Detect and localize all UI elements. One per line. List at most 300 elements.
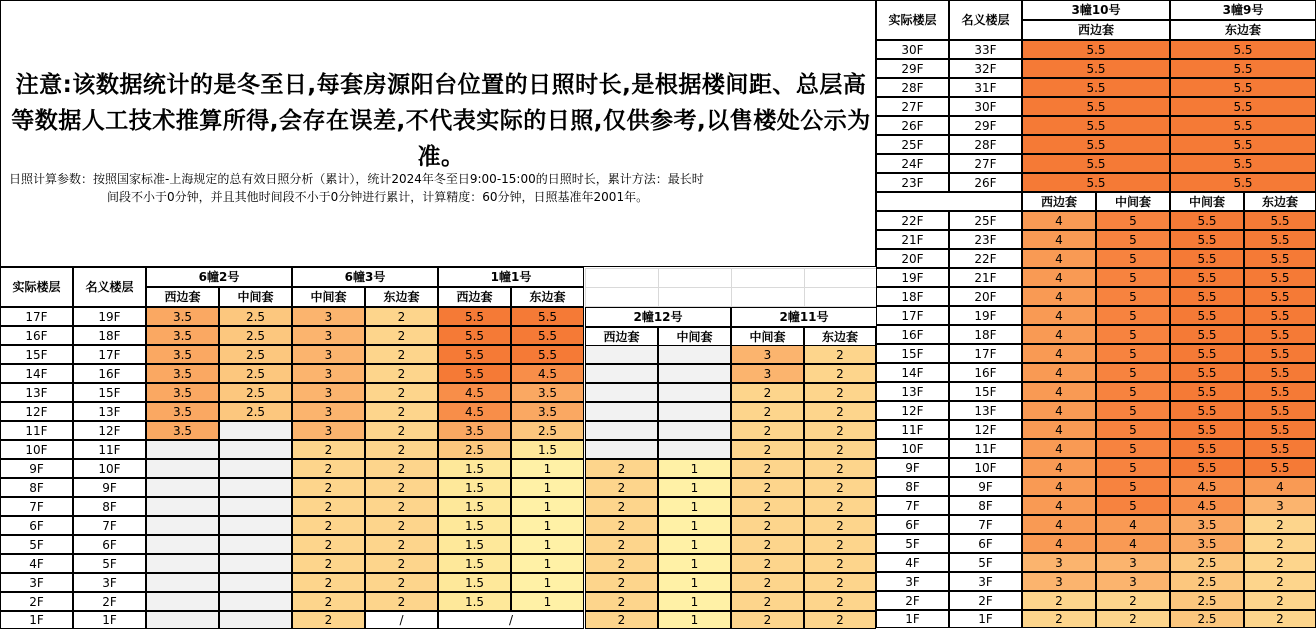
cell-east: 2 — [1244, 572, 1316, 591]
row-actual-floor: 1F — [0, 611, 73, 629]
row-actual-floor: 24F — [876, 154, 949, 173]
row-nominal-floor: 9F — [73, 478, 146, 497]
row-nominal-floor: 31F — [949, 78, 1022, 97]
row-nominal-floor: 7F — [73, 516, 146, 535]
cell-6-2-west: 3.5 — [146, 326, 219, 345]
cell-6-3-east: 2 — [365, 326, 438, 345]
cell-west: 2 — [1022, 591, 1096, 610]
cell-middle: 5 — [1096, 382, 1170, 401]
cell-west: 3 — [1022, 553, 1096, 572]
cell-middle-2: 5.5 — [1170, 401, 1244, 420]
cell-2-11-middle: 2 — [731, 402, 804, 421]
cell-middle-2: 5.5 — [1170, 268, 1244, 287]
cell-6-3-middle: 3 — [292, 402, 365, 421]
cell-2-12-west: 2 — [585, 478, 658, 497]
cell-east: 3 — [1244, 496, 1316, 515]
row-nominal-floor: 3F — [949, 572, 1022, 591]
row-actual-floor: 14F — [0, 364, 73, 383]
cell-west: 4 — [1022, 230, 1096, 249]
cell-empty-2-12-west — [585, 402, 658, 421]
cell-west: 4 — [1022, 534, 1096, 553]
row-actual-floor: 20F — [876, 249, 949, 268]
cell-6-3-east: 2 — [365, 573, 438, 592]
cell-2-11-east: 2 — [804, 345, 876, 364]
cell-middle-2: 5.5 — [1170, 287, 1244, 306]
cell-6-2-middle: 2.5 — [219, 364, 292, 383]
row-nominal-floor: 27F — [949, 154, 1022, 173]
cell-2-11-middle: 2 — [731, 459, 804, 478]
cell-3-10: 5.5 — [1022, 135, 1170, 154]
cell-6-2-west: 3.5 — [146, 402, 219, 421]
cell-empty-2-12-west — [585, 440, 658, 459]
cell-3-10: 5.5 — [1022, 116, 1170, 135]
cell-empty-2-12-west — [585, 421, 658, 440]
cell-3-10: 5.5 — [1022, 154, 1170, 173]
header-3-9-east: 东边套 — [1170, 20, 1316, 40]
cell-6-3-middle: 2 — [292, 478, 365, 497]
cell-1-1-east: 3.5 — [511, 402, 584, 421]
cell-6-3-east: 2 — [365, 497, 438, 516]
row-nominal-floor: 18F — [949, 325, 1022, 344]
cell-west: 4 — [1022, 211, 1096, 230]
cell-east: 5.5 — [1244, 382, 1316, 401]
cell-1-1-east: 1 — [511, 592, 584, 611]
cell-6-3-east: 2 — [365, 440, 438, 459]
cell-empty-6-2-middle — [219, 421, 292, 440]
cell-2-11-middle: 2 — [731, 592, 804, 611]
cell-middle-2: 5.5 — [1170, 249, 1244, 268]
cell-3-10: 5.5 — [1022, 40, 1170, 59]
row-nominal-floor: 23F — [949, 230, 1022, 249]
calculation-parameters-line-1: 日照计算参数：按照国家标准-上海规定的总有效日照分析（累计），统计2024年冬至日9:00-15:00的日照时长，累计方法：最长时 — [9, 172, 704, 186]
cell-1-1-west: 1.5 — [438, 478, 511, 497]
subheader-middle-2: 中间套 — [1170, 192, 1244, 211]
row-nominal-floor: 2F — [949, 591, 1022, 610]
cell-6-3-middle: 3 — [292, 345, 365, 364]
header-nominal-floor: 名义楼层 — [73, 267, 146, 307]
row-nominal-floor: 18F — [73, 326, 146, 345]
row-nominal-floor: 21F — [949, 268, 1022, 287]
row-actual-floor: 30F — [876, 40, 949, 59]
subheader-blank — [876, 192, 1022, 211]
cell-empty-2-12-west — [585, 364, 658, 383]
cell-middle: 5 — [1096, 458, 1170, 477]
cell-middle: 3 — [1096, 553, 1170, 572]
row-nominal-floor: 7F — [949, 515, 1022, 534]
row-nominal-floor: 16F — [73, 364, 146, 383]
cell-middle: 4 — [1096, 534, 1170, 553]
cell-6-3-east: / — [365, 611, 438, 629]
cell-east: 5.5 — [1244, 287, 1316, 306]
row-nominal-floor: 13F — [73, 402, 146, 421]
cell-empty-6-2-middle — [219, 554, 292, 573]
row-actual-floor: 5F — [0, 535, 73, 554]
cell-3-10: 5.5 — [1022, 97, 1170, 116]
row-actual-floor: 2F — [876, 591, 949, 610]
cell-middle: 5 — [1096, 420, 1170, 439]
cell-3-9: 5.5 — [1170, 40, 1316, 59]
cell-2-11-east: 2 — [804, 402, 876, 421]
row-actual-floor: 16F — [876, 325, 949, 344]
row-nominal-floor: 12F — [949, 420, 1022, 439]
row-nominal-floor: 5F — [949, 553, 1022, 572]
header-building-2-11: 2幢11号 — [731, 307, 877, 327]
row-actual-floor: 3F — [0, 573, 73, 592]
cell-3-9: 5.5 — [1170, 135, 1316, 154]
row-nominal-floor: 11F — [73, 440, 146, 459]
cell-3-9: 5.5 — [1170, 59, 1316, 78]
cell-1-1-east: 5.5 — [511, 326, 584, 345]
cell-6-3-east: 2 — [365, 402, 438, 421]
row-nominal-floor: 19F — [949, 306, 1022, 325]
cell-6-2-west: 3.5 — [146, 421, 219, 440]
cell-east: 5.5 — [1244, 325, 1316, 344]
subheader-west: 西边套 — [1022, 192, 1096, 211]
cell-6-3-east: 2 — [365, 478, 438, 497]
cell-empty-6-2-west — [146, 497, 219, 516]
cell-empty-6-2-middle — [219, 573, 292, 592]
row-nominal-floor: 28F — [949, 135, 1022, 154]
row-actual-floor: 6F — [0, 516, 73, 535]
cell-1-1-west: 4.5 — [438, 402, 511, 421]
cell-2-12-west: 2 — [585, 516, 658, 535]
cell-6-2-west: 3.5 — [146, 307, 219, 326]
cell-1-1-west: 1.5 — [438, 516, 511, 535]
cell-middle-2: 5.5 — [1170, 211, 1244, 230]
cell-middle: 4 — [1096, 515, 1170, 534]
cell-east: 2 — [1244, 610, 1316, 628]
cell-west: 4 — [1022, 515, 1096, 534]
cell-2-11-east: 2 — [804, 554, 876, 573]
cell-6-3-east: 2 — [365, 307, 438, 326]
header-6-3-east: 东边套 — [365, 287, 438, 307]
cell-middle-2: 4.5 — [1170, 477, 1244, 496]
cell-middle: 5 — [1096, 306, 1170, 325]
cell-2-11-east: 2 — [804, 611, 876, 629]
cell-middle: 5 — [1096, 496, 1170, 515]
cell-empty-6-2-west — [146, 535, 219, 554]
cell-2-11-middle: 2 — [731, 478, 804, 497]
cell-6-3-middle: 2 — [292, 535, 365, 554]
row-nominal-floor: 17F — [73, 345, 146, 364]
cell-empty-6-2-west — [146, 611, 219, 629]
cell-6-2-middle: 2.5 — [219, 345, 292, 364]
cell-east: 5.5 — [1244, 458, 1316, 477]
cell-west: 4 — [1022, 306, 1096, 325]
cell-west: 3 — [1022, 572, 1096, 591]
row-actual-floor: 16F — [0, 326, 73, 345]
row-actual-floor: 14F — [876, 363, 949, 382]
row-nominal-floor: 2F — [73, 592, 146, 611]
cell-middle-2: 2.5 — [1170, 610, 1244, 628]
cell-1-1-west: 2.5 — [438, 440, 511, 459]
cell-middle: 5 — [1096, 439, 1170, 458]
row-actual-floor: 2F — [0, 592, 73, 611]
row-actual-floor: 15F — [876, 344, 949, 363]
cell-6-2-middle: 2.5 — [219, 402, 292, 421]
cell-middle-2: 5.5 — [1170, 420, 1244, 439]
row-nominal-floor: 16F — [949, 363, 1022, 382]
cell-1-1-east: 1 — [511, 516, 584, 535]
cell-2-12-middle: 1 — [658, 554, 731, 573]
row-nominal-floor: 33F — [949, 40, 1022, 59]
cell-1-1-east: 5.5 — [511, 345, 584, 364]
cell-east: 5.5 — [1244, 363, 1316, 382]
cell-empty-6-2-middle — [219, 497, 292, 516]
cell-1-1-east: 1 — [511, 459, 584, 478]
cell-2-12-middle: 1 — [658, 535, 731, 554]
cell-middle: 5 — [1096, 344, 1170, 363]
cell-empty-2-12-middle — [658, 364, 731, 383]
row-nominal-floor: 5F — [73, 554, 146, 573]
cell-6-2-middle: 2.5 — [219, 383, 292, 402]
row-actual-floor: 12F — [0, 402, 73, 421]
header-building-1-1: 1幢1号 — [438, 267, 584, 287]
cell-1-1-west: 1.5 — [438, 573, 511, 592]
cell-east: 2 — [1244, 534, 1316, 553]
cell-1-1-west: 4.5 — [438, 383, 511, 402]
cell-1-1-west: 5.5 — [438, 345, 511, 364]
row-actual-floor: 11F — [0, 421, 73, 440]
cell-2-12-middle: 1 — [658, 592, 731, 611]
header-right-actual-floor: 实际楼层 — [876, 0, 949, 40]
cell-middle-2: 5.5 — [1170, 382, 1244, 401]
cell-2-12-west: 2 — [585, 554, 658, 573]
cell-middle: 5 — [1096, 211, 1170, 230]
cell-6-3-middle: 3 — [292, 364, 365, 383]
row-nominal-floor: 22F — [949, 249, 1022, 268]
cell-east: 4 — [1244, 477, 1316, 496]
cell-west: 2 — [1022, 610, 1096, 628]
row-nominal-floor: 19F — [73, 307, 146, 326]
row-actual-floor: 23F — [876, 173, 949, 192]
cell-1-1-east: 1 — [511, 535, 584, 554]
row-nominal-floor: 11F — [949, 439, 1022, 458]
cell-middle: 5 — [1096, 363, 1170, 382]
cell-empty-2-12-west — [585, 345, 658, 364]
cell-2-12-middle: 1 — [658, 459, 731, 478]
header-2-11-east: 东边套 — [804, 327, 876, 346]
cell-middle-2: 5.5 — [1170, 230, 1244, 249]
row-actual-floor: 9F — [876, 458, 949, 477]
cell-2-11-middle: 3 — [731, 364, 804, 383]
row-actual-floor: 4F — [0, 554, 73, 573]
row-nominal-floor: 10F — [949, 458, 1022, 477]
cell-empty-6-2-west — [146, 592, 219, 611]
cell-2-12-middle: 1 — [658, 497, 731, 516]
cell-1-1-east: 2.5 — [511, 421, 584, 440]
row-actual-floor: 12F — [876, 401, 949, 420]
cell-west: 4 — [1022, 382, 1096, 401]
row-actual-floor: 22F — [876, 211, 949, 230]
row-actual-floor: 29F — [876, 59, 949, 78]
cell-middle-2: 3.5 — [1170, 534, 1244, 553]
cell-east: 2 — [1244, 591, 1316, 610]
row-actual-floor: 26F — [876, 116, 949, 135]
header-2-12-west: 西边套 — [585, 327, 658, 346]
row-nominal-floor: 6F — [73, 535, 146, 554]
cell-2-11-east: 2 — [804, 478, 876, 497]
cell-1-1-west: 5.5 — [438, 364, 511, 383]
cell-3-10: 5.5 — [1022, 173, 1170, 192]
header-building-3-9: 3幢9号 — [1170, 0, 1316, 20]
cell-1-1-east: 1 — [511, 497, 584, 516]
row-actual-floor: 27F — [876, 97, 949, 116]
cell-east: 5.5 — [1244, 344, 1316, 363]
cell-2-12-west: 2 — [585, 459, 658, 478]
subheader-middle: 中间套 — [1096, 192, 1170, 211]
header-building-6-2: 6幢2号 — [146, 267, 292, 287]
header-2-12-middle: 中间套 — [658, 327, 731, 346]
cell-empty-6-2-middle — [219, 440, 292, 459]
cell-2-12-west: 2 — [585, 611, 658, 629]
cell-1-1-west: 3.5 — [438, 421, 511, 440]
cell-west: 4 — [1022, 458, 1096, 477]
notice-panel — [0, 0, 876, 267]
notice-title: 注意:该数据统计的是冬至日,每套房源阳台位置的日照时长,是根据楼间距、总层高等数据人工技术推算所得,会存在误差,不代表实际的日照,仅供参考,以售楼处公示为准。 — [11, 72, 871, 170]
cell-3-9: 5.5 — [1170, 116, 1316, 135]
cell-6-3-middle: 2 — [292, 573, 365, 592]
cell-middle-2: 2.5 — [1170, 591, 1244, 610]
cell-6-3-middle: 2 — [292, 516, 365, 535]
cell-east: 5.5 — [1244, 420, 1316, 439]
row-actual-floor: 17F — [0, 307, 73, 326]
row-actual-floor: 15F — [0, 345, 73, 364]
cell-empty-6-2-west — [146, 459, 219, 478]
cell-middle-2: 5.5 — [1170, 363, 1244, 382]
cell-east: 5.5 — [1244, 230, 1316, 249]
row-nominal-floor: 8F — [73, 497, 146, 516]
row-nominal-floor: 15F — [949, 382, 1022, 401]
cell-middle: 5 — [1096, 230, 1170, 249]
cell-middle: 5 — [1096, 287, 1170, 306]
cell-middle-2: 5.5 — [1170, 325, 1244, 344]
row-actual-floor: 13F — [876, 382, 949, 401]
header-3-10-west: 西边套 — [1022, 20, 1170, 40]
cell-empty-2-12-middle — [658, 402, 731, 421]
cell-1-1-west: 1.5 — [438, 554, 511, 573]
row-actual-floor: 13F — [0, 383, 73, 402]
cell-middle-2: 4.5 — [1170, 496, 1244, 515]
row-nominal-floor: 10F — [73, 459, 146, 478]
row-actual-floor: 8F — [0, 478, 73, 497]
row-actual-floor: 5F — [876, 534, 949, 553]
cell-middle: 3 — [1096, 572, 1170, 591]
row-nominal-floor: 25F — [949, 211, 1022, 230]
cell-3-10: 5.5 — [1022, 59, 1170, 78]
cell-middle: 2 — [1096, 610, 1170, 628]
header-building-3-10: 3幢10号 — [1022, 0, 1170, 20]
cell-6-3-east: 2 — [365, 345, 438, 364]
row-nominal-floor: 26F — [949, 173, 1022, 192]
row-nominal-floor: 1F — [949, 610, 1022, 628]
cell-middle: 5 — [1096, 477, 1170, 496]
cell-6-2-west: 3.5 — [146, 345, 219, 364]
cell-middle-2: 3.5 — [1170, 515, 1244, 534]
cell-east: 5.5 — [1244, 401, 1316, 420]
cell-2-11-east: 2 — [804, 592, 876, 611]
cell-2-11-middle: 3 — [731, 345, 804, 364]
row-nominal-floor: 32F — [949, 59, 1022, 78]
cell-2-12-middle: 1 — [658, 478, 731, 497]
cell-east: 5.5 — [1244, 306, 1316, 325]
cell-3-9: 5.5 — [1170, 78, 1316, 97]
row-nominal-floor: 29F — [949, 116, 1022, 135]
header-2-11-middle: 中间套 — [731, 327, 804, 346]
row-actual-floor: 25F — [876, 135, 949, 154]
cell-1-1-west: 1.5 — [438, 535, 511, 554]
cell-2-11-east: 2 — [804, 497, 876, 516]
row-nominal-floor: 30F — [949, 97, 1022, 116]
cell-east: 5.5 — [1244, 268, 1316, 287]
cell-2-12-middle: 1 — [658, 516, 731, 535]
calculation-parameters-line-2: 间段不小于0分钟，并且其他时间段不小于0分钟进行累计，计算精度：60分钟，日照基准年2001年。 — [107, 190, 649, 204]
row-nominal-floor: 6F — [949, 534, 1022, 553]
cell-6-3-middle: 2 — [292, 554, 365, 573]
calculation-parameters — [9, 170, 871, 206]
cell-1-1-west: 5.5 — [438, 307, 511, 326]
cell-1-1-east: 1 — [511, 573, 584, 592]
row-nominal-floor: 13F — [949, 401, 1022, 420]
cell-2-11-east: 2 — [804, 364, 876, 383]
row-actual-floor: 11F — [876, 420, 949, 439]
cell-west: 4 — [1022, 249, 1096, 268]
cell-2-11-middle: 2 — [731, 516, 804, 535]
cell-3-10: 5.5 — [1022, 78, 1170, 97]
cell-2-11-middle: 2 — [731, 497, 804, 516]
row-actual-floor: 7F — [876, 496, 949, 515]
cell-empty-6-2-middle — [219, 516, 292, 535]
cell-6-3-middle: 2 — [292, 611, 365, 629]
cell-empty-6-2-west — [146, 554, 219, 573]
row-actual-floor: 7F — [0, 497, 73, 516]
cell-6-3-east: 2 — [365, 592, 438, 611]
cell-1-1-west: 1.5 — [438, 592, 511, 611]
cell-west: 4 — [1022, 325, 1096, 344]
cell-2-12-west: 2 — [585, 497, 658, 516]
row-actual-floor: 10F — [0, 440, 73, 459]
cell-3-9: 5.5 — [1170, 154, 1316, 173]
cell-6-3-east: 2 — [365, 364, 438, 383]
cell-1-1-east: 4.5 — [511, 364, 584, 383]
header-6-3-middle: 中间套 — [292, 287, 365, 307]
row-actual-floor: 17F — [876, 306, 949, 325]
cell-6-2-west: 3.5 — [146, 364, 219, 383]
cell-2-11-east: 2 — [804, 383, 876, 402]
cell-1-1-west-slash: / — [438, 611, 584, 629]
cell-6-3-east: 2 — [365, 421, 438, 440]
cell-6-2-west: 3.5 — [146, 383, 219, 402]
cell-middle: 5 — [1096, 249, 1170, 268]
cell-west: 4 — [1022, 439, 1096, 458]
cell-east: 5.5 — [1244, 439, 1316, 458]
cell-middle: 5 — [1096, 268, 1170, 287]
cell-east: 2 — [1244, 515, 1316, 534]
row-nominal-floor: 20F — [949, 287, 1022, 306]
cell-empty-2-12-west — [585, 383, 658, 402]
row-actual-floor: 9F — [0, 459, 73, 478]
cell-2-11-middle: 2 — [731, 535, 804, 554]
cell-6-3-east: 2 — [365, 535, 438, 554]
cell-west: 4 — [1022, 496, 1096, 515]
cell-empty-2-12-middle — [658, 383, 731, 402]
cell-empty-6-2-middle — [219, 592, 292, 611]
cell-middle: 5 — [1096, 401, 1170, 420]
cell-1-1-east: 1 — [511, 478, 584, 497]
cell-east: 2 — [1244, 553, 1316, 572]
cell-1-1-east: 1.5 — [511, 440, 584, 459]
cell-6-3-middle: 2 — [292, 459, 365, 478]
